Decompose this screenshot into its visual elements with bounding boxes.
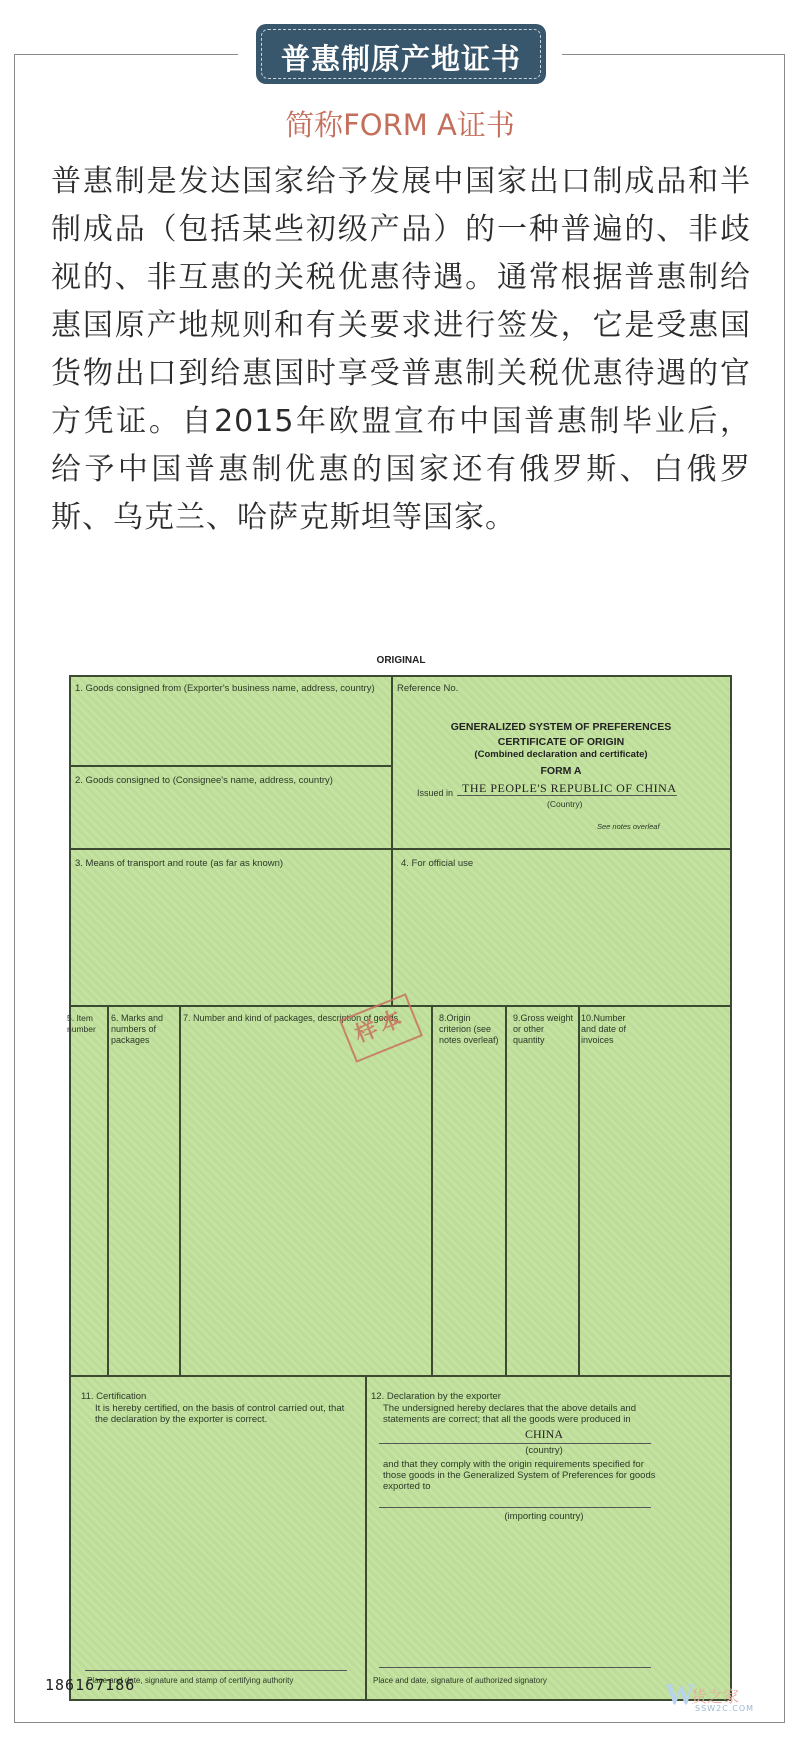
country-caption: (Country) bbox=[547, 799, 583, 809]
col8-header: 8.Origin criterion (see notes overleaf) bbox=[439, 1013, 499, 1045]
reference-label: Reference No. bbox=[397, 683, 459, 694]
box11-title: 11. Certification bbox=[81, 1391, 147, 1402]
watermark-url: SSW2C.COM bbox=[695, 1704, 755, 1713]
issued-country: THE PEOPLE'S REPUBLIC OF CHINA bbox=[462, 781, 677, 795]
certificate-paper bbox=[69, 675, 731, 1700]
box12-importing: (importing country) bbox=[504, 1511, 584, 1522]
box12-sign: Place and date, signature of authorized signatory bbox=[373, 1676, 547, 1685]
intro-paragraph: 普惠制是发达国家给予发展中国家出口制成品和半制成品（包括某些初级产品）的一种普遍的、非歧视的、非互惠的关税优惠待遇。通常根据普惠制给惠国原产地规则和有关要求进行签发，它是受惠国货物出口到给惠国时享受普惠制关税优惠待遇的官方凭证。自2015年欧盟宣布中国普惠制毕业后，给予中国普惠制优惠的国家还有俄罗斯、白俄罗斯、乌克兰、哈萨克斯坦等国家。 bbox=[51, 164, 751, 535]
title-badge bbox=[256, 24, 546, 84]
cert-subtitle: (Combined declaration and certificate) bbox=[474, 749, 648, 760]
box12-country: CHINA bbox=[525, 1427, 563, 1441]
col7-header: 7. Number and kind of packages, description of goods bbox=[183, 1013, 399, 1023]
certificate-image bbox=[51, 645, 751, 1705]
box12-text2: and that they comply with the origin requirements specified for those goods in the Generalized System of Preferences for goods exported to bbox=[383, 1459, 656, 1492]
gsp-title: GENERALIZED SYSTEM OF PREFERENCES bbox=[450, 721, 672, 733]
watermark-text: 货之家 bbox=[691, 1687, 740, 1706]
col6-header: 6. Marks and numbers of packages bbox=[111, 1013, 164, 1045]
cert-title: CERTIFICATE OF ORIGIN bbox=[497, 736, 625, 748]
box2-label: 2. Goods consigned to (Consignee's name, address, country) bbox=[75, 775, 333, 786]
sample-stamp: 样本 bbox=[339, 993, 423, 1063]
col10-header: 10.Number and date of invoices bbox=[581, 1013, 627, 1045]
col9-header: 9.Gross weight or other quantity bbox=[513, 1013, 574, 1045]
box11-sign: Place and date, signature and stamp of certifying authority bbox=[87, 1676, 294, 1685]
box1-label: 1. Goods consigned from (Exporter's business name, address, country) bbox=[75, 683, 375, 694]
see-notes: See notes overleaf bbox=[597, 822, 660, 831]
form-label: FORM A bbox=[540, 765, 582, 777]
page-title: 普惠制原产地证书 bbox=[280, 42, 521, 76]
original-label: ORIGINAL bbox=[376, 655, 426, 666]
col5-header: 5. Item number bbox=[67, 1013, 96, 1034]
box12-text1: The undersigned hereby declares that the above details and statements are correct; that all the goods were produced in bbox=[383, 1403, 636, 1425]
watermark-logo bbox=[665, 1678, 775, 1718]
box12-country-caption: (country) bbox=[525, 1445, 563, 1456]
page-subtitle: 简称FORM A证书 bbox=[285, 108, 515, 142]
box4-label: 4. For official use bbox=[401, 858, 474, 869]
box12-title: 12. Declaration by the exporter bbox=[371, 1391, 501, 1402]
certificate-serial: 186167186 bbox=[45, 1676, 136, 1694]
box3-label: 3. Means of transport and route (as far as known) bbox=[75, 858, 284, 869]
issued-in-label: Issued in bbox=[417, 788, 454, 798]
watermark-w-icon: W bbox=[665, 1678, 695, 1711]
box11-text: It is hereby certified, on the basis of control carried out, that the declaration by the exporter is correct. bbox=[95, 1403, 345, 1425]
